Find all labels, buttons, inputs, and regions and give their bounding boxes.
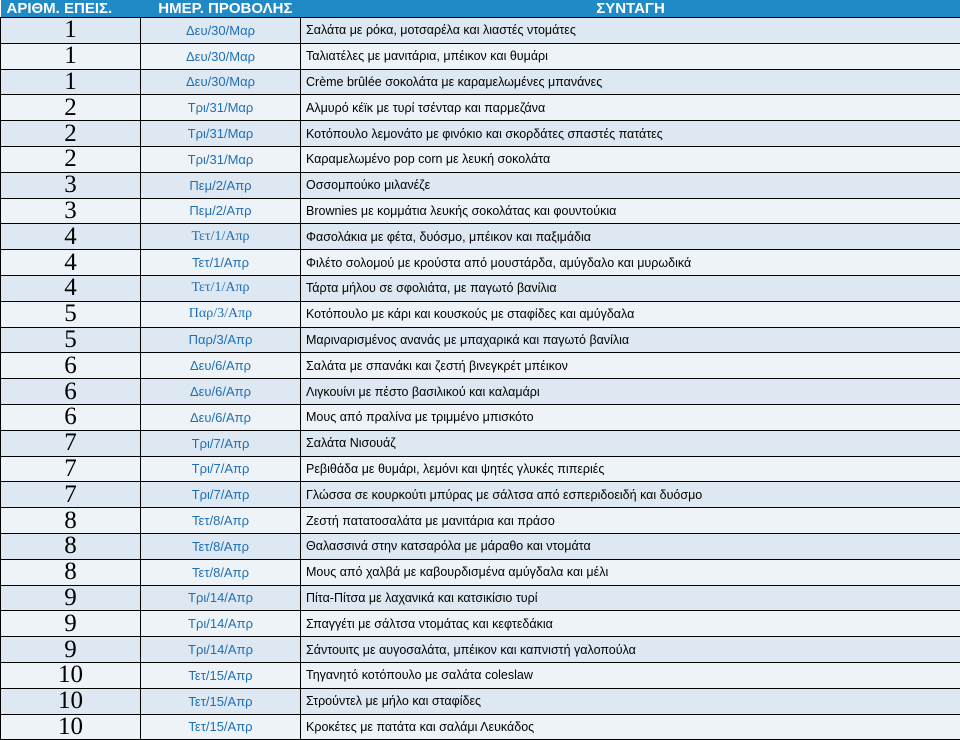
air-date-cell: Τρι/31/Μαρ [141, 146, 301, 172]
air-date-cell: Τρι/14/Απρ [141, 611, 301, 637]
table-row [1, 662, 960, 688]
recipe-cell: Σαλάτα με ρόκα, μοτσαρέλα και λιαστές ντομάτες [301, 18, 960, 44]
episode-number-cell: 6 [1, 404, 141, 430]
air-date-cell: Τρι/7/Απρ [141, 482, 301, 508]
episode-number-cell: 10 [1, 714, 141, 740]
table-row [1, 637, 960, 663]
air-date-cell: Τετ/1/Απρ [141, 250, 301, 276]
recipe-cell: Λιγκουίνι με πέστο βασιλικού και καλαμάρι [301, 379, 960, 405]
table-row [1, 43, 960, 69]
episode-number-cell: 5 [1, 327, 141, 353]
air-date-cell: Τρι/7/Απρ [141, 430, 301, 456]
air-date-cell: Δευ/6/Απρ [141, 353, 301, 379]
recipe-cell: Τηγανητό κοτόπουλο με σαλάτα coleslaw [301, 662, 960, 688]
episode-number-cell: 2 [1, 121, 141, 147]
table-body [1, 18, 960, 740]
table-row [1, 224, 960, 250]
recipe-cell: Μους από πραλίνα με τριμμένο μπισκότο [301, 404, 960, 430]
episode-number-cell: 3 [1, 172, 141, 198]
table-row [1, 172, 960, 198]
table-row [1, 611, 960, 637]
recipe-cell: Πίτα-Πίτσα με λαχανικά και κατσικίσιο τυρί [301, 585, 960, 611]
episode-number-cell: 8 [1, 559, 141, 585]
table-row [1, 430, 960, 456]
recipe-cell: Φασολάκια με φέτα, δυόσμο, μπέικον και παξιμάδια [301, 224, 960, 250]
episode-number-cell: 9 [1, 611, 141, 637]
air-date-cell: Τετ/8/Απρ [141, 533, 301, 559]
recipe-cell: Οσσομπούκο μιλανέζε [301, 172, 960, 198]
episode-number-cell: 2 [1, 146, 141, 172]
air-date-cell: Τετ/1/Απρ [141, 224, 301, 250]
recipe-cell: Μους από χαλβά με καβουρδισμένα αμύγδαλα και μέλι [301, 559, 960, 585]
recipe-cell: Θαλασσινά στην κατσαρόλα με μάραθο και ντομάτα [301, 533, 960, 559]
table-row [1, 559, 960, 585]
episode-number-cell: 7 [1, 482, 141, 508]
recipe-cell: Ζεστή πατατοσαλάτα με μανιτάρια και πράσο [301, 508, 960, 534]
episode-number-cell: 9 [1, 637, 141, 663]
episode-number-cell: 3 [1, 198, 141, 224]
table-row [1, 714, 960, 740]
table-row [1, 121, 960, 147]
table-row [1, 585, 960, 611]
episode-number-cell: 8 [1, 508, 141, 534]
recipe-cell: Καραμελωμένο pop corn με λευκή σοκολάτα [301, 146, 960, 172]
table-row [1, 404, 960, 430]
table-row [1, 18, 960, 44]
column-header-recipe: ΣΥΝΤΑΓΗ [301, 0, 960, 18]
episode-number-cell: 7 [1, 430, 141, 456]
episode-number-cell: 8 [1, 533, 141, 559]
episode-number-cell: 7 [1, 456, 141, 482]
table-header [1, 0, 960, 18]
column-header-episode-number: ΑΡΙΘΜ. ΕΠΕΙΣ. [1, 0, 141, 18]
episode-number-cell: 4 [1, 275, 141, 301]
column-header-air-date: ΗΜΕΡ. ΠΡΟΒΟΛΗΣ [141, 0, 301, 18]
table-row [1, 508, 960, 534]
table-row [1, 146, 960, 172]
table-row [1, 250, 960, 276]
air-date-cell: Τετ/8/Απρ [141, 559, 301, 585]
table-row [1, 456, 960, 482]
table-row [1, 275, 960, 301]
air-date-cell: Παρ/3/Απρ [141, 301, 301, 327]
table-row [1, 69, 960, 95]
recipe-cell: Σαλάτα Νισουάζ [301, 430, 960, 456]
air-date-cell: Τετ/15/Απρ [141, 714, 301, 740]
episode-number-cell: 10 [1, 688, 141, 714]
table-row [1, 198, 960, 224]
episode-number-cell: 2 [1, 95, 141, 121]
air-date-cell: Δευ/30/Μαρ [141, 43, 301, 69]
episode-number-cell: 6 [1, 379, 141, 405]
air-date-cell: Παρ/3/Απρ [141, 327, 301, 353]
recipe-cell: Ταλιατέλες με μανιτάρια, μπέικον και θυμάρι [301, 43, 960, 69]
episode-number-cell: 5 [1, 301, 141, 327]
recipe-cell: Crème brûlée σοκολάτα με καραμελωμένες μπανάνες [301, 69, 960, 95]
recipe-cell: Κοτόπουλο λεμονάτο με φινόκιο και σκορδάτες σπαστές πατάτες [301, 121, 960, 147]
episode-number-cell: 6 [1, 353, 141, 379]
air-date-cell: Τετ/15/Απρ [141, 688, 301, 714]
episode-number-cell: 1 [1, 43, 141, 69]
air-date-cell: Τετ/15/Απρ [141, 662, 301, 688]
air-date-cell: Δευ/30/Μαρ [141, 18, 301, 44]
episode-number-cell: 1 [1, 18, 141, 44]
table-row [1, 482, 960, 508]
air-date-cell: Πεμ/2/Απρ [141, 198, 301, 224]
table-row [1, 688, 960, 714]
recipe-cell: Brownies με κομμάτια λευκής σοκολάτας και φουντούκια [301, 198, 960, 224]
episode-number-cell: 4 [1, 250, 141, 276]
table-row [1, 379, 960, 405]
episode-number-cell: 10 [1, 662, 141, 688]
air-date-cell: Τετ/1/Απρ [141, 275, 301, 301]
air-date-cell: Τρι/7/Απρ [141, 456, 301, 482]
episode-number-cell: 4 [1, 224, 141, 250]
recipe-cell: Τάρτα μήλου σε σφολιάτα, με παγωτό βανίλια [301, 275, 960, 301]
recipe-cell: Σπαγγέτι με σάλτσα ντομάτας και κεφτεδάκια [301, 611, 960, 637]
air-date-cell: Δευ/6/Απρ [141, 404, 301, 430]
air-date-cell: Δευ/6/Απρ [141, 379, 301, 405]
recipe-cell: Στρούντελ με μήλο και σταφίδες [301, 688, 960, 714]
table-row [1, 95, 960, 121]
recipe-cell: Ρεβιθάδα με θυμάρι, λεμόνι και ψητές γλυκές πιπεριές [301, 456, 960, 482]
recipe-cell: Μαριναρισμένος ανανάς με μπαχαρικά και παγωτό βανίλια [301, 327, 960, 353]
table-row [1, 353, 960, 379]
table-row [1, 301, 960, 327]
air-date-cell: Τρι/14/Απρ [141, 637, 301, 663]
episode-number-cell: 9 [1, 585, 141, 611]
table-row [1, 327, 960, 353]
episode-number-cell: 1 [1, 69, 141, 95]
recipe-cell: Φιλέτο σολομού με κρούστα από μουστάρδα, αμύγδαλο και μυρωδικά [301, 250, 960, 276]
recipe-cell: Γλώσσα σε κουρκούτι μπύρας με σάλτσα από εσπεριδοειδή και δυόσμο [301, 482, 960, 508]
air-date-cell: Δευ/30/Μαρ [141, 69, 301, 95]
air-date-cell: Τρι/31/Μαρ [141, 121, 301, 147]
header-row [1, 0, 960, 18]
air-date-cell: Τρι/14/Απρ [141, 585, 301, 611]
recipe-cell: Σάντουιτς με αυγοσαλάτα, μπέικον και καπνιστή γαλοπούλα [301, 637, 960, 663]
recipe-cell: Σαλάτα με σπανάκι και ζεστή βινεγκρέτ μπέικον [301, 353, 960, 379]
table-row [1, 533, 960, 559]
air-date-cell: Τετ/8/Απρ [141, 508, 301, 534]
recipe-cell: Αλμυρό κέϊκ με τυρί τσένταρ και παρμεζάνα [301, 95, 960, 121]
recipe-cell: Κροκέτες με πατάτα και σαλάμι Λευκάδος [301, 714, 960, 740]
air-date-cell: Πεμ/2/Απρ [141, 172, 301, 198]
recipe-cell: Κοτόπουλο με κάρι και κουσκούς με σταφίδες και αμύγδαλα [301, 301, 960, 327]
air-date-cell: Τρι/31/Μαρ [141, 95, 301, 121]
